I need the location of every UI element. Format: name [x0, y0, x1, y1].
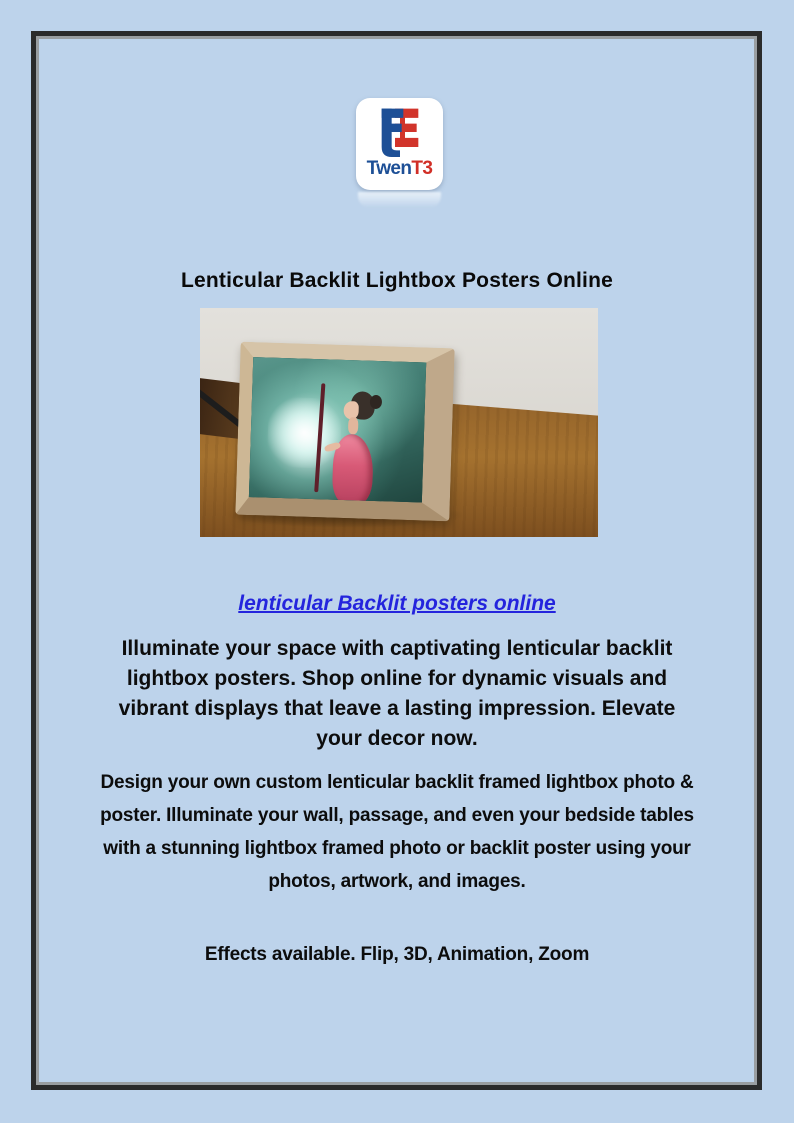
lightbox-product-photo: [200, 308, 598, 537]
photo-light-glow: [267, 397, 342, 469]
logo-wordmark-prefix: Twen: [366, 158, 412, 179]
photo-girl-neck: [348, 417, 359, 434]
effects-list: Effects available. Flip, 3D, Animation, Zoom: [204, 944, 590, 965]
logo-wordmark-suffix: T3: [411, 158, 433, 179]
product-link-row: [0, 592, 794, 616]
twent3-logo-icon: [375, 105, 425, 159]
photo-wooden-frame: [235, 342, 454, 522]
details-paragraph: Design your own custom lenticular backlit framed lightbox photo & poster. Illuminate your wall, passage, and even your bedside tables with a stunning lightbox framed photo or backlit poster using your photos, artwork, and images.: [100, 772, 694, 892]
intro-paragraph: Illuminate your space with captivating lenticular backlit lightbox posters. Shop online for dynamic visuals and vibrant displays that leave a lasting impression. Elevate your decor now.: [118, 637, 676, 750]
page-title: Lenticular Backlit Lightbox Posters Online: [181, 269, 613, 292]
logo-reflection: [358, 192, 441, 208]
photo-backlit-picture: [249, 357, 426, 502]
logo-wordmark: [367, 159, 433, 179]
product-link[interactable]: lenticular Backlit posters online: [238, 592, 556, 615]
photo-girl-face: [343, 401, 359, 420]
twent3-logo: [356, 98, 443, 190]
photo-girl-hair-bun: [369, 394, 382, 408]
